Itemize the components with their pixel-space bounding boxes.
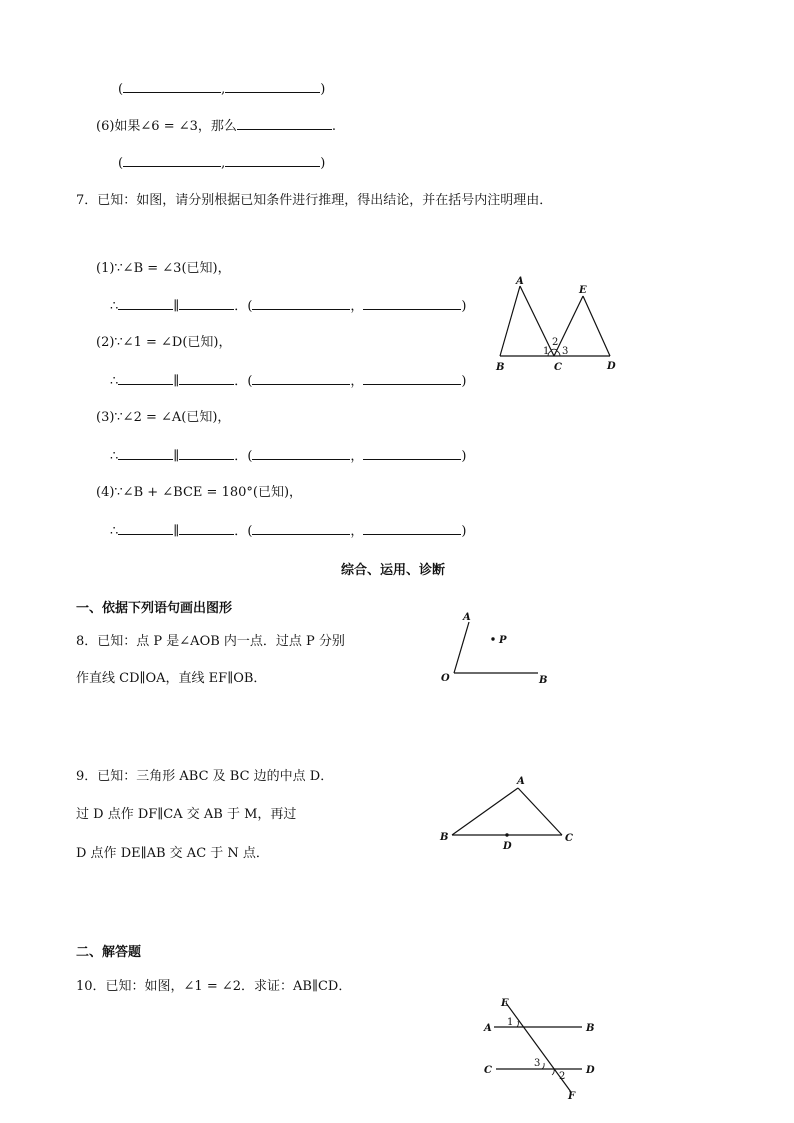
segment-ac <box>518 788 562 835</box>
answer-blank[interactable] <box>363 297 461 310</box>
angle-label-2: 2 <box>559 1071 566 1082</box>
answer-blank[interactable] <box>118 297 173 310</box>
part1-heading: 一、依据下列语句画出图形 <box>76 601 233 616</box>
answer-blank[interactable] <box>252 372 350 385</box>
label-e: E <box>501 998 509 1009</box>
angle-label-3: 3 <box>534 1058 541 1069</box>
ray-oa <box>454 622 469 673</box>
angle-arc-2 <box>552 1069 554 1075</box>
angle-label-1: 1 <box>507 1017 514 1028</box>
label-d: D <box>607 361 616 372</box>
segment-ab <box>452 788 518 835</box>
q7-item-1-premise: (1)∵∠B = ∠3(已知)， <box>96 261 231 276</box>
q9-line-2: 过 D 点作 DF∥CA 交 AB 于 M，再过 <box>76 807 297 822</box>
q7-item-4-premise: (4)∵∠B + ∠BCE = 180°(已知)， <box>96 485 303 500</box>
answer-blank[interactable] <box>237 117 332 130</box>
answer-blank[interactable] <box>123 154 221 167</box>
label-b: B <box>496 362 505 373</box>
section-title: 综合、运用、诊断 <box>341 563 446 578</box>
q7-item-4-conclusion: ∴ ∥ ．( ， ) <box>110 524 467 539</box>
label-b: B <box>440 832 449 843</box>
q7-item-3-conclusion: ∴ ∥ ．( ， ) <box>110 449 467 464</box>
q9-line-3: D 点作 DE∥AB 交 AC 于 N 点． <box>76 846 269 861</box>
q8-line-1: 8．已知：点 P 是∠AOB 内一点．过点 P 分别 <box>76 634 345 649</box>
label-a: A <box>463 612 471 623</box>
answer-blank[interactable] <box>225 80 320 93</box>
answer-blank[interactable] <box>252 522 350 535</box>
answer-blank[interactable] <box>118 372 173 385</box>
part2-heading: 二、解答题 <box>76 945 142 960</box>
segment-ab <box>500 286 520 356</box>
q8-line-2: 作直线 CD∥OA，直线 EF∥OB． <box>76 671 267 686</box>
label-o: O <box>441 673 450 684</box>
answer-blank[interactable] <box>363 522 461 535</box>
label-c: C <box>484 1065 492 1076</box>
label-c: C <box>554 362 562 373</box>
q10-line-1: 10．已知：如图，∠1 = ∠2．求证：AB∥CD． <box>76 979 352 994</box>
q9-line-1: 9．已知：三角形 ABC 及 BC 边的中点 D． <box>76 769 334 784</box>
label-f: F <box>568 1091 576 1102</box>
answer-blank[interactable] <box>225 154 320 167</box>
label-d: D <box>503 841 512 852</box>
answer-blank[interactable] <box>252 447 350 460</box>
label-b: B <box>539 675 548 686</box>
q7-item-1-conclusion: ∴ ∥ ．( ， ) <box>110 299 467 314</box>
label-p: P <box>499 635 507 646</box>
q7-item-3-premise: (3)∵∠2 = ∠A(已知)， <box>96 410 231 425</box>
label-e: E <box>579 285 587 296</box>
angle-label-2: 2 <box>552 337 559 348</box>
q7-item-2-conclusion: ∴ ∥ ．( ， ) <box>110 374 467 389</box>
answer-blank[interactable] <box>179 522 234 535</box>
label-a: A <box>517 776 525 787</box>
q7-stem: 7．已知：如图，请分别根据已知条件进行推理，得出结论，并在括号内注明理由． <box>76 193 553 208</box>
angle-arc-1 <box>517 1021 518 1027</box>
q6-item-6: (6)如果∠6 = ∠3，那么 . <box>96 119 337 134</box>
answer-blank[interactable] <box>363 372 461 385</box>
q9-figure <box>432 772 582 857</box>
q7-figure <box>490 270 630 380</box>
answer-blank[interactable] <box>363 447 461 460</box>
q8-figure <box>432 605 562 690</box>
point-p <box>491 637 494 640</box>
label-d: D <box>586 1065 595 1076</box>
answer-blank[interactable] <box>118 522 173 535</box>
q10-figure <box>478 993 608 1103</box>
answer-blank[interactable] <box>252 297 350 310</box>
label-c: C <box>565 833 573 844</box>
label-a: A <box>484 1023 492 1034</box>
label-b: B <box>586 1023 595 1034</box>
answer-blank[interactable] <box>179 297 234 310</box>
answer-blank[interactable] <box>179 447 234 460</box>
q7-item-2-premise: (2)∵∠1 = ∠D(已知)， <box>96 335 232 350</box>
segment-ed <box>583 296 610 356</box>
answer-blank[interactable] <box>118 447 173 460</box>
q6-bracket-line-2: ( , ) <box>118 156 326 171</box>
angle-arc-3 <box>542 1063 544 1069</box>
q6-bracket-line-1: ( , ) <box>118 82 326 97</box>
answer-blank[interactable] <box>123 80 221 93</box>
angle-label-1: 1 <box>543 346 550 357</box>
label-a: A <box>516 276 524 287</box>
angle-label-3: 3 <box>562 346 569 357</box>
answer-blank[interactable] <box>179 372 234 385</box>
midpoint-d <box>505 833 508 836</box>
